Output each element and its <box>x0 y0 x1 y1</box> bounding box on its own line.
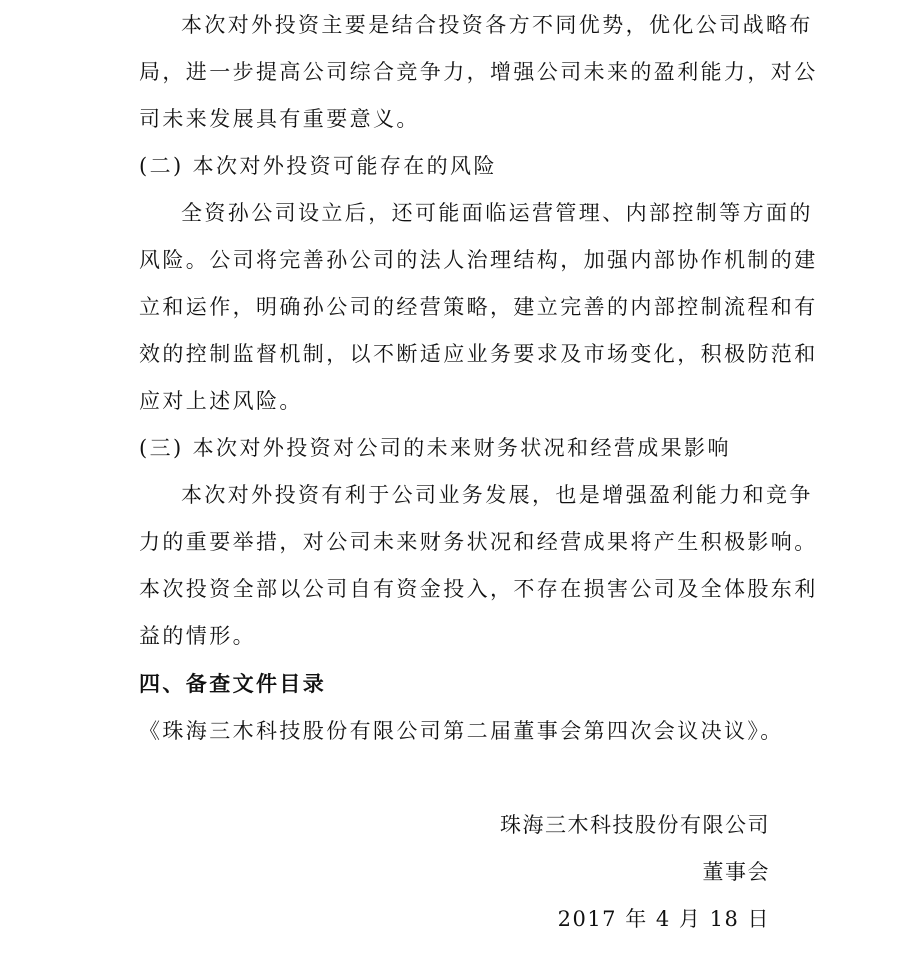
paragraph-line: 力的重要举措，对公司未来财务状况和经营成果将产生积极影响。 <box>139 530 818 554</box>
paragraph-line: 效的控制监督机制，以不断适应业务要求及市场变化，积极防范和 <box>139 342 818 366</box>
paragraph-line: 本次对外投资主要是结合投资各方不同优势，优化公司战略布 <box>181 13 813 37</box>
paragraph-line: 司未来发展具有重要意义。 <box>139 107 420 131</box>
reference-document: 《珠海三木科技股份有限公司第二届董事会第四次会议决议》。 <box>139 719 784 743</box>
paragraph-line: 风险。公司将完善孙公司的法人治理结构，加强内部协作机制的建 <box>139 248 818 272</box>
signature-board: 董事会 <box>702 860 770 884</box>
paragraph-line: 益的情形。 <box>139 624 256 648</box>
signature-date: 2017 年 4 月 18 日 <box>557 907 770 931</box>
paragraph-line: 本次对外投资有利于公司业务发展，也是增强盈利能力和竞争 <box>181 483 813 507</box>
section-heading-documents: 四、备查文件目录 <box>139 671 327 696</box>
section-heading-risks: (二) 本次对外投资可能存在的风险 <box>139 154 497 178</box>
paragraph-line: 本次投资全部以公司自有资金投入，不存在损害公司及全体股东利 <box>139 577 818 601</box>
paragraph-line: 全资孙公司设立后，还可能面临运营管理、内部控制等方面的 <box>181 201 813 225</box>
signature-company: 珠海三木科技股份有限公司 <box>500 813 770 837</box>
section-heading-impact: (三) 本次对外投资对公司的未来财务状况和经营成果影响 <box>139 436 731 460</box>
paragraph-line: 局，进一步提高公司综合竞争力，增强公司未来的盈利能力，对公 <box>139 60 818 84</box>
paragraph-line: 立和运作，明确孙公司的经营策略，建立完善的内部控制流程和有 <box>139 295 818 319</box>
paragraph-line: 应对上述风险。 <box>139 389 303 413</box>
